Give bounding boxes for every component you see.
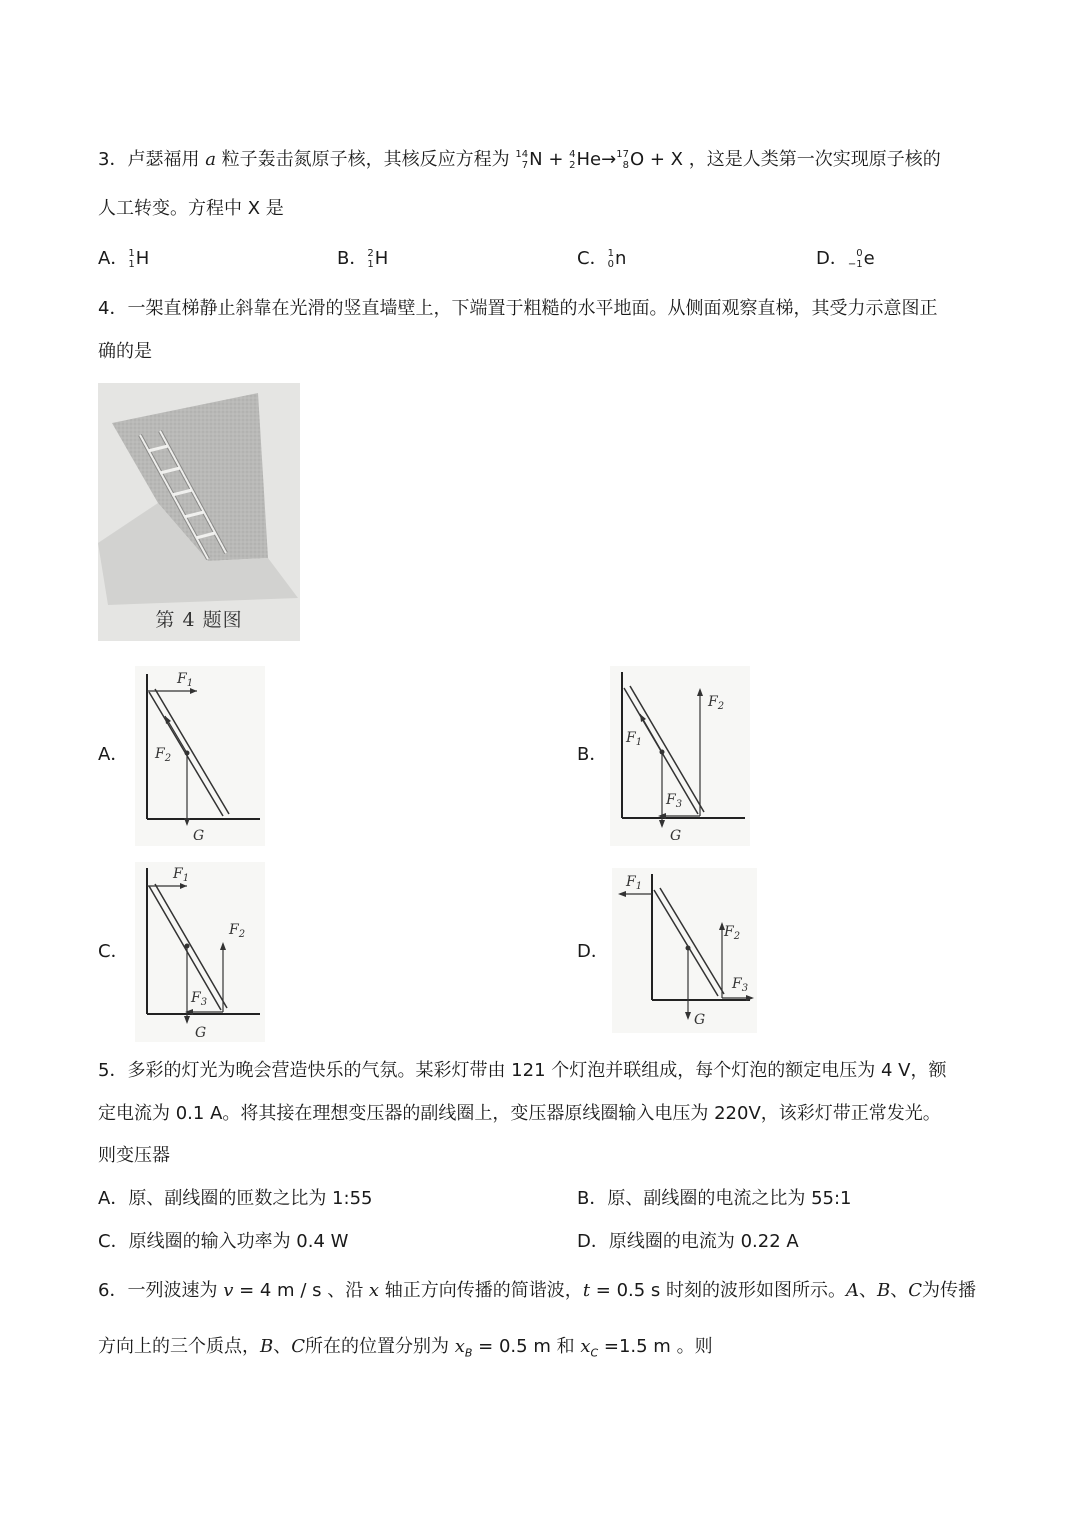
svg-text:F2: $F_2$ <box>724 924 741 942</box>
q5-line2: 定电流为 0.1 A。将其接在理想变压器的副线圈上，变压器原线圈输入电压为 220V，该彩灯带正常发光。 <box>98 1103 941 1124</box>
q4-option-a-label: A． <box>98 744 129 765</box>
q5-option-c: C．原线圈的输入功率为 0.4 W <box>98 1231 349 1252</box>
q3-text: 粒子轰击氮原子核，其核反应方程为 <box>215 149 510 170</box>
svg-text:F1: $F_1$ <box>626 874 643 892</box>
q6-line1: 6．一列波速为 v = 4 m / s 、沿 x 轴正方向传播的简谐波，t = 0.5 s 时刻的波形如图所示。A、B、C为传播 <box>98 1280 977 1301</box>
plus-sign: + <box>542 149 564 170</box>
nitrogen-nucleus: 14 7 N <box>515 149 543 171</box>
equation-tail: + X <box>644 149 683 170</box>
q3-text: 3．卢瑟福用 <box>98 149 206 170</box>
svg-text:F2: $F_2$ <box>155 746 172 764</box>
alpha-symbol: a <box>205 149 216 170</box>
svg-text:G: G <box>195 1025 207 1041</box>
svg-text:F3: $F_3$ <box>666 792 683 810</box>
q5-line1: 5．多彩的灯光为晚会营造快乐的气氛。某彩灯带由 121 个灯泡并联组成，每个灯泡的额定电压为 4 V，额 <box>98 1060 947 1081</box>
svg-text:F2: $F_2$ <box>708 694 725 712</box>
svg-text:F1: $F_1$ <box>626 730 643 748</box>
q4-option-b-label: B． <box>577 744 608 765</box>
svg-text:G: G <box>694 1012 706 1028</box>
svg-text:F1: $F_1$ <box>177 671 194 689</box>
photo-caption: 第 4 题图 <box>155 609 243 631</box>
q3-option-b: B． 2 1 H <box>337 248 389 270</box>
q3-line1 <box>98 148 941 172</box>
force-diagram-d <box>612 868 757 1033</box>
q4-option-c-label: C． <box>98 941 129 962</box>
svg-text:G: G <box>193 828 205 844</box>
q6-line2: 方向上的三个质点，B、C所在的位置分别为 $x_B = 0.5$ m 和 $x_C =1.5$ m 。则 <box>98 1336 713 1360</box>
q5-option-a: A．原、副线圈的匝数之比为 1:55 <box>98 1188 373 1209</box>
force-diagram-a <box>135 666 265 846</box>
svg-text:G: G <box>670 828 682 844</box>
force-diagram-c <box>135 862 265 1042</box>
force-diagram-b <box>610 666 750 846</box>
oxygen-nucleus: 17 8 O <box>616 149 645 171</box>
helium-nucleus: 4 2 He <box>569 149 602 171</box>
q3-option-d: D． 0 −1 e <box>816 248 875 270</box>
q3-line2: 人工转变。方程中 X 是 <box>98 198 284 219</box>
q4-line1: 4．一架直梯静止斜靠在光滑的竖直墙壁上，下端置于粗糙的水平地面。从侧面观察直梯，其受力示意图正 <box>98 298 938 319</box>
svg-text:F2: $F_2$ <box>229 922 246 940</box>
reaction-arrow: → <box>601 149 617 170</box>
q5-option-b: B．原、副线圈的电流之比为 55:1 <box>577 1188 852 1209</box>
q5-line3: 则变压器 <box>98 1145 170 1166</box>
svg-text:F1: $F_1$ <box>173 866 190 884</box>
q3-option-c: C． 1 0 n <box>577 248 627 270</box>
q4-line2: 确的是 <box>98 341 152 362</box>
q3-text: ，这是人类第一次实现原子核的 <box>682 149 941 170</box>
svg-text:F3: $F_3$ <box>732 976 749 994</box>
q5-option-d: D．原线圈的电流为 0.22 A <box>577 1231 799 1252</box>
q4-option-d-label: D． <box>577 941 609 962</box>
ladder-photo-illustration <box>98 383 300 641</box>
svg-text:F3: $F_3$ <box>191 990 208 1008</box>
q3-option-a: A． 1 1 H <box>98 248 150 270</box>
ladder-photo <box>98 383 300 641</box>
